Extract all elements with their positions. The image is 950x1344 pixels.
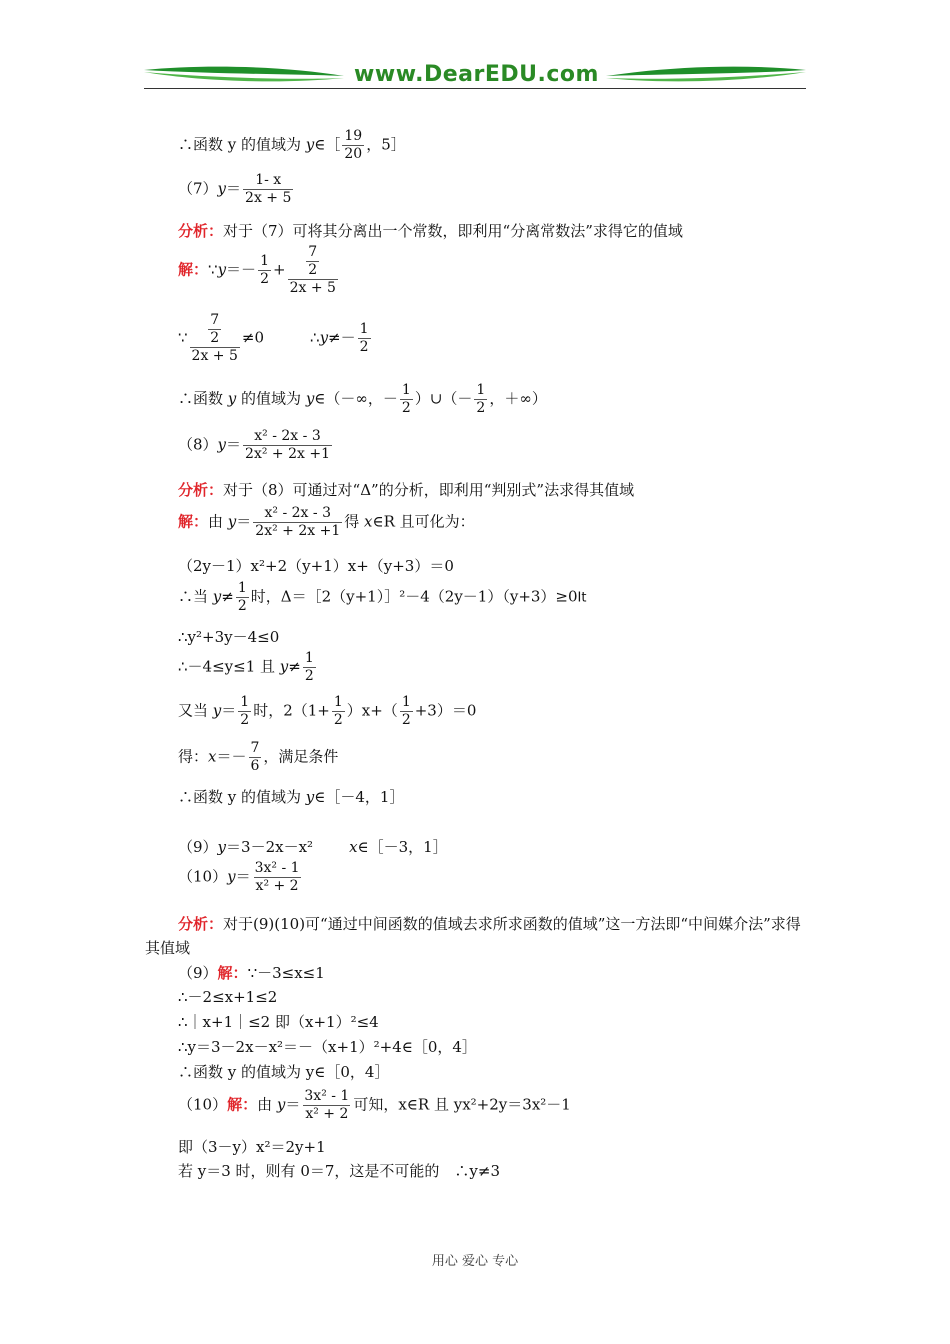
header-divider	[144, 88, 806, 89]
solution-label: 解：	[178, 512, 209, 531]
solution-label: 解：	[217, 964, 248, 982]
text-line: ∴当 y≠ $\frac{1}{2}$ 时，Δ＝［2（y+1）］²－4（2y－1）（y+3）≥0It	[178, 580, 587, 614]
site-brand-logo[interactable]: www.DearEDU.com	[354, 62, 599, 87]
text-line: 分析：对于（7）可将其分离出一个常数，即利用“分离常数法”求得它的值域	[178, 222, 683, 240]
fraction: $\frac{\frac{7}{2}}{2x + 5}$	[289, 244, 336, 296]
text-line: ∴函数 y 的值域为 y∈（－∞，－ $\frac{1}{2}$ ）∪（－ $\frac{1}{2}$ ，＋∞）	[178, 382, 547, 416]
text-line: ∴函数 y 的值域为 y∈［ $\frac{19}{20}$ ，5］	[178, 128, 406, 162]
text-line: （2y－1）x²+2（y+1）x+（y+3）＝0	[178, 557, 454, 575]
fraction: $\frac{1}{2}$	[240, 694, 250, 728]
text-line: 又当 y＝ $\frac{1}{2}$ 时，2（1+ $\frac{1}{2}$ ）x+（ $\frac{1}{2}$ +3）＝0	[178, 694, 477, 728]
fraction: $\frac{1}{2}$	[401, 382, 411, 416]
fraction: $\frac{\text{x² - 2x - 3}}{\text{2x² + 2x +1}}$	[245, 428, 330, 462]
fraction: $\frac{1}{2}$	[304, 650, 314, 684]
analysis-label: 分析：	[178, 481, 224, 499]
fraction: $\frac{\text{3x² - 1}}{\text{x² + 2}}$	[254, 860, 300, 894]
text-line: （8）y＝ $\frac{\text{x² - 2x - 3}}{\text{2x² + 2x +1}}$	[178, 428, 330, 462]
fraction: $\frac{\frac{7}{2}}{2x + 5}$	[191, 312, 238, 364]
fraction: $\frac{\text{x² - 2x - 3}}{\text{2x² + 2x +1}}$	[255, 505, 341, 539]
fraction: $\frac{\text{3x² - 1}}{\text{x² + 2}}$	[304, 1088, 350, 1122]
text-line: 得：x＝－ $\frac{7}{6}$ ，满足条件	[178, 740, 339, 774]
text-line: （9）解：∵－3≤x≤1	[178, 964, 325, 982]
text-line: ∴y²+3y－4≤0	[178, 628, 280, 646]
fraction: $\frac{1}{2}$	[401, 694, 411, 728]
fraction: $\frac{1}{2}$	[476, 382, 486, 416]
fraction: $\frac{19}{20}$	[344, 128, 363, 162]
analysis-label: 分析：	[178, 915, 224, 933]
text-line: 解：∵y＝－ $\frac{1}{2}$ + $\frac{\frac{7}{2}}{2x + 5}$	[178, 244, 336, 296]
fraction: $\frac{1}{2}$	[237, 580, 247, 614]
text-line: 即（3－y）x²＝2y+1	[178, 1138, 326, 1156]
text-line: 若 y＝3 时，则有 0＝7，这是不可能的 ∴y≠3	[178, 1162, 500, 1180]
fraction: $\frac{1}{2}$	[260, 253, 269, 287]
analysis-label: 分析：	[178, 222, 224, 240]
text-line: ∴函数 y 的值域为 y∈［－4，1］	[178, 788, 405, 806]
text-line: 解：由 y＝ $\frac{\text{x² - 2x - 3}}{\text{2x² + 2x +1}}$ 得 x∈R 且可化为：	[178, 505, 475, 539]
solution-label: 解：	[178, 260, 209, 279]
fraction: $\frac{1}{2}$	[359, 321, 369, 355]
text-line: ∴函数 y 的值域为 y∈［0，4］	[178, 1063, 390, 1081]
fraction: $\frac{7}{6}$	[250, 740, 260, 774]
text-line: （10）解：由 y＝ $\frac{\text{3x² - 1}}{\text{x² + 2}}$ 可知，x∈R 且 yx²+2y＝3x²－1	[178, 1088, 571, 1122]
text-line: ∴－4≤y≤1 且 y≠ $\frac{1}{2}$	[178, 650, 314, 684]
solution-label: 解：	[227, 1095, 258, 1114]
text-line: （7）y＝ $\frac{1- x}{2x + 5}$	[178, 172, 292, 206]
fraction: $\frac{1- x}{2x + 5}$	[245, 172, 292, 206]
text-line: 分析：对于（8）可通过对“Δ”的分析，即利用“判别式”法求得其值域	[178, 481, 635, 499]
fraction: $\frac{1}{2}$	[333, 694, 343, 728]
text-line: （9）y＝3－2x－x² x∈［－3，1］	[178, 838, 448, 856]
text-line: （10）y＝ $\frac{\text{3x² - 1}}{\text{x² + 2}}$	[178, 860, 300, 894]
text-line: ∴－2≤x+1≤2	[178, 988, 278, 1006]
text-line: ∴y＝3－2x－x²＝－（x+1）²+4∈［0，4］	[178, 1038, 477, 1056]
text-paragraph: 分析：对于(9)(10)可“通过中间函数的值域去求所求函数的值域”这一方法即“中间媒介法”求得其值域	[145, 915, 801, 957]
text-line: ∵ $\frac{\frac{7}{2}}{2x + 5}$ ≠0 ∴y≠－ $\frac{1}{2}$	[178, 312, 369, 364]
text-line: ∴｜x+1｜≤2 即（x+1）²≤4	[178, 1013, 379, 1031]
page-footer: 用心 爱心 专心	[431, 1254, 519, 1269]
